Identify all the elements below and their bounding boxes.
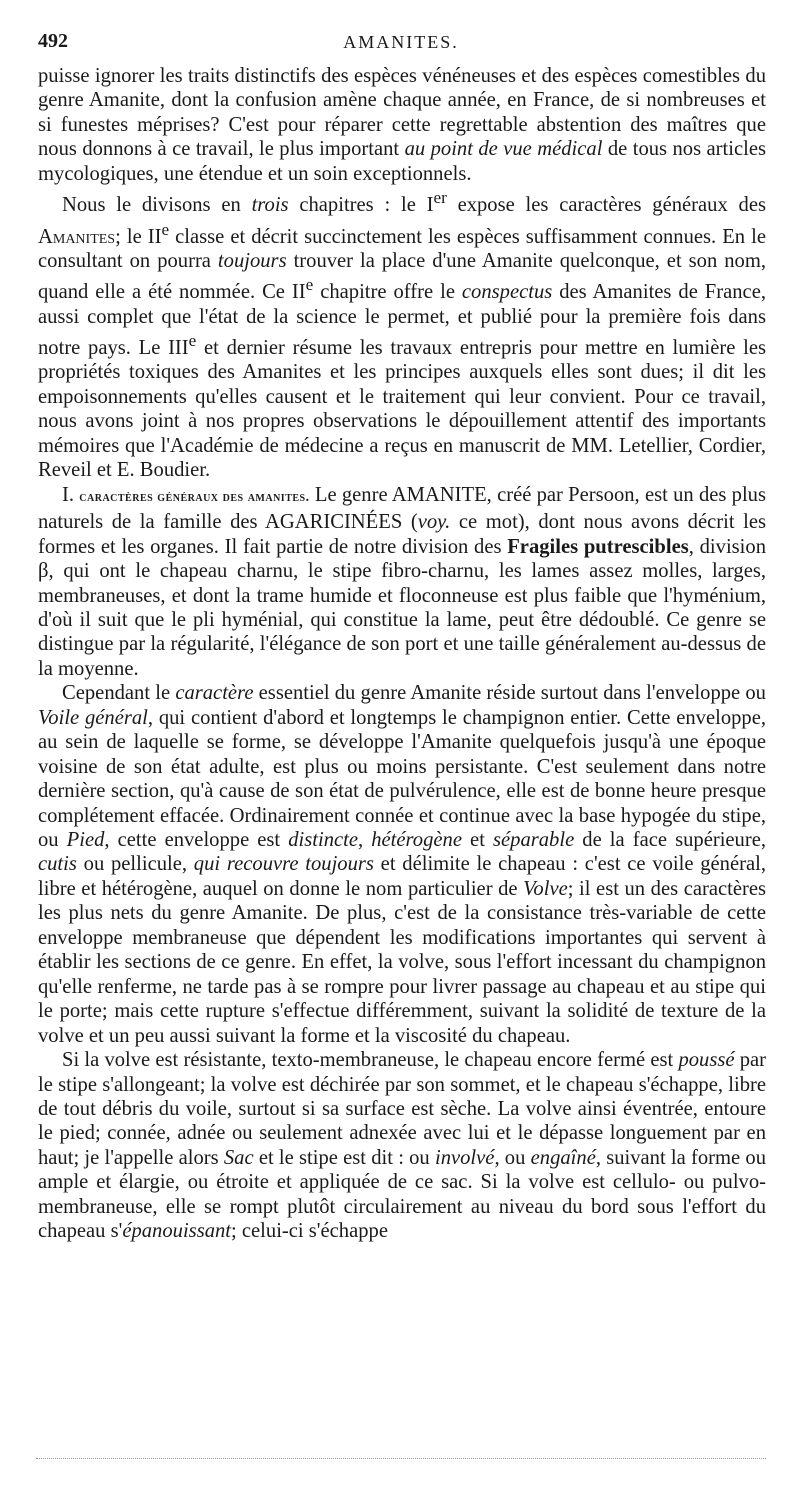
italic-text: distincte bbox=[288, 829, 359, 852]
text-run: ou pellicule, bbox=[76, 853, 194, 876]
text-run: , cette enveloppe est bbox=[104, 829, 289, 852]
running-title: AMANITES. bbox=[343, 32, 459, 52]
italic-text: involvé bbox=[434, 1146, 495, 1169]
text-run: , suivant la forme ou ample et élargie, ou étroite et appliquée de ce sac. Si la volve est cellulo- ou pulvo-membraneuse, elle se rompt plutôt circulairement au niveau du bord sous l'effort du chapeau s' bbox=[38, 1146, 767, 1243]
text-run: et le stipe est dit : ou bbox=[253, 1146, 435, 1169]
section-number: I. bbox=[62, 483, 75, 506]
text-run: classe et décrit succinctement les espèces suffisamment connues. En le consultant on pourra bbox=[38, 225, 766, 272]
italic-text: Voile général bbox=[38, 706, 148, 729]
italic-text: hétérogène bbox=[371, 829, 462, 852]
body-text bbox=[38, 64, 766, 1244]
text-run: , division β, qui ont le chapeau charnu, le stipe fibro-charnu, les lames assez molles, larges, membraneuses, et dont la trame humide et floconneuse est plus faible que l'hyménium, d'où il suit que le pli hyménial, qui constitue la lame, peut être dédoublé. Ce genre se distingue par la régularité, l'élégance de son port et une taille généralement au-dessus de la moyenne. bbox=[38, 535, 766, 680]
text-run: ; le II bbox=[115, 225, 162, 248]
text-run: des Amanites de France, aussi complet que l'état de la science le permet, et publié pour la première fois dans notre pays. Le III bbox=[38, 281, 766, 359]
italic-text: au point de vue médical bbox=[404, 138, 603, 161]
paragraph-volve-rupture bbox=[38, 1048, 766, 1244]
italic-text: conspectus bbox=[461, 281, 553, 304]
section-heading: caractères généraux des amanites. bbox=[79, 489, 310, 505]
text-run: expose les caractères généraux des bbox=[446, 194, 766, 217]
paragraph-section-one bbox=[38, 483, 766, 682]
superscript: er bbox=[433, 188, 447, 208]
paragraph-volve bbox=[38, 681, 766, 1048]
text-run: , créé par Persoon, est un des plus naturels de la famille des bbox=[38, 483, 766, 534]
text-run: trouver la place d'une Amanite quelconque, et son nom, quand elle a été nommée. Ce II bbox=[38, 249, 766, 304]
text-run: , bbox=[358, 829, 372, 852]
text-run: ; celui-ci s'échappe bbox=[231, 1220, 388, 1243]
italic-text: cutis bbox=[38, 853, 77, 876]
text-run: Le genre bbox=[309, 483, 392, 506]
italic-text: Volve bbox=[523, 877, 568, 900]
page-number: 492 bbox=[38, 30, 68, 52]
family-name: AGARICINÉES bbox=[265, 511, 403, 534]
text-run: Cependant le bbox=[62, 682, 176, 705]
text-run: et délimite le chapeau : c'est ce voile général, libre et hétérogène, auquel on donne le nom particulier de bbox=[38, 853, 766, 900]
footer-rule bbox=[36, 1458, 766, 1459]
paragraph-intro-continuation bbox=[38, 64, 766, 186]
italic-text: Sac bbox=[223, 1146, 254, 1169]
text-run: , ou bbox=[494, 1146, 531, 1169]
small-caps-text: Amanites bbox=[38, 225, 116, 248]
superscript: e bbox=[161, 219, 170, 239]
italic-text: voy. bbox=[417, 511, 451, 534]
text-run: ; il est un des caractères les plus nets du genre Amanite. De plus, c'est de la consistance très-variable de cette enveloppe membraneuse que dépendent les modifications importantes qui servent à établir les sections de ce genre. En effet, la volve, sous l'effort incessant du champignon qu'elle renferme, ne tarde pas à se rompre pour livrer passage au chapeau et au stipe qui le porte; mais cette rupture s'effectue différemment, suivant la solidité de texture de la volve et un peu aussi suivant la forme et la viscosité du chapeau. bbox=[38, 877, 766, 1047]
text-run: Si la volve est résistante, texto-membraneuse, le chapeau encore fermé est bbox=[62, 1049, 679, 1072]
paragraph-plan bbox=[38, 186, 766, 482]
text-run: puisse ignorer les traits distinctifs des espèces vénéneuses et des espèces comestibles du genre Amanite, dont la confusion amène chaque année, en France, de si nombreuses et si funestes méprises? C'est pour réparer cette regrettable abstention des maîtres que nous donnons à ce travail, le plus important bbox=[38, 65, 766, 161]
text-run: de la face supérieure, bbox=[574, 829, 766, 852]
text-run: ce mot), dont nous avons décrit les formes et les organes. Il fait partie de notre division des bbox=[38, 511, 766, 558]
text-run: essentiel du genre Amanite réside surtout dans l'enveloppe ou bbox=[253, 682, 766, 705]
italic-text: Pied bbox=[66, 829, 105, 852]
bold-text: Fragiles putrescibles bbox=[507, 535, 689, 558]
text-run: par le stipe s'allongeant; la volve est déchirée par son sommet, et le chapeau s'échappe, libre de tout débris du voile, surtout si sa surface est sèche. La volve ainsi éventrée, entoure le pied; connée, adnée ou seulement adnexée avec lui et le dépasse longuement par en haut; je l'appelle alors bbox=[38, 1049, 766, 1169]
italic-text: toujours bbox=[217, 249, 287, 272]
italic-text: trois bbox=[251, 194, 289, 217]
text-run: ( bbox=[402, 511, 418, 534]
genus-name: AMANITE bbox=[391, 483, 487, 506]
italic-text: qui recouvre toujours bbox=[193, 853, 374, 876]
text-run: chapitre offre le bbox=[313, 281, 462, 304]
italic-text: poussé bbox=[678, 1049, 735, 1072]
italic-text: engaîné bbox=[530, 1146, 596, 1169]
text-run: de tous nos articles mycologiques, une étendue et un soin exceptionnels. bbox=[38, 138, 766, 185]
text-run: et bbox=[461, 829, 493, 852]
running-head bbox=[38, 30, 764, 58]
superscript: e bbox=[188, 331, 197, 351]
text-run: , qui contient d'abord et longtemps le champignon entier. Cette enveloppe, au sein de laquelle se forme, se développe l'Amanite quelquefois jusqu'à une époque voisine de son état adulte, est plus ou moins persistante. C'est seulement dans notre dernière section, qu'à cause de son état de pulvérulence, elle est de bonne heure presque complétement effacée. Ordinairement connée et continue avec la base hypogée du stipe, ou bbox=[38, 706, 767, 852]
text-run: et dernier résume les travaux entrepris pour mettre en lumière les propriétés toxiques des Amanites et les principes auxquels elles sont dues; il dit les empoisonnements qu'elles causent et le traitement qui leur convient. Pour ce travail, nous avons joint à nos propres observations le dépouillement attentif des importants mémoires que l'Académie de médecine a reçus en manuscrit de MM. Letellier, Cordier, Reveil et E. Boudier. bbox=[38, 336, 767, 482]
text-run: chapitres : le I bbox=[288, 194, 434, 217]
text-run: Nous le divisons en bbox=[62, 194, 252, 217]
italic-text: caractère bbox=[175, 682, 254, 705]
superscript: e bbox=[305, 275, 314, 295]
italic-text: séparable bbox=[493, 829, 575, 852]
italic-text: épanouissant bbox=[122, 1220, 232, 1243]
